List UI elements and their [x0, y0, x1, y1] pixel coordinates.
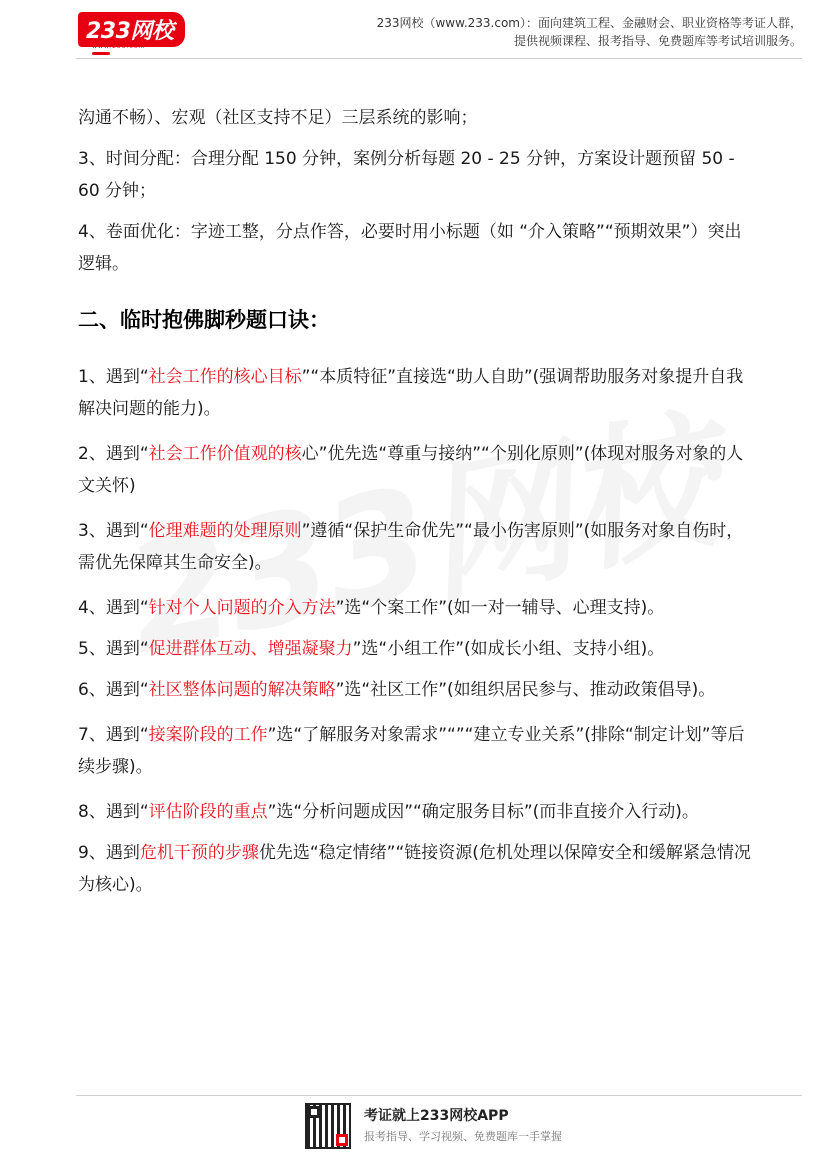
- footer-app-title: 考证就上233网校APP: [364, 1108, 509, 1124]
- tip-keyword: 社会工作价值观的核: [148, 444, 302, 464]
- qr-code-icon[interactable]: [305, 1103, 351, 1149]
- brand-logo[interactable]: [78, 12, 198, 52]
- section-title: 二、临时抱佛脚秒题口诀：: [78, 308, 330, 332]
- tip-item: 2、遇到“社会工作价值观的核心”优先选“尊重与接纳”“个别化原则”(体现对服务对象的人文关怀): [78, 444, 744, 496]
- header-divider: [76, 58, 802, 59]
- footer-app-subtitle: 报考指导、学习视频、免费题库一手掌握: [364, 1130, 562, 1143]
- tip-item: 6、遇到“社区整体问题的解决策略”选“社区工作”(如组织居民参与、推动政策倡导)。: [78, 680, 716, 700]
- paragraph-time-allocation: 3、时间分配：合理分配 150 分钟，案例分析每题 20 - 25 分钟，方案设计题预留 50 - 60 分钟；: [78, 149, 735, 201]
- tip-item: 1、遇到“社会工作的核心目标”“本质特征”直接选“助人自助”(强调帮助服务对象提升自我解决问题的能力)。: [78, 367, 744, 419]
- tip-keyword: 社会工作的核心目标: [148, 367, 302, 387]
- page-header: [0, 0, 830, 58]
- tip-keyword: 伦理难题的处理原则: [148, 521, 302, 541]
- tip-item: 8、遇到“评估阶段的重点”选“分析问题成因”“确定服务目标”(而非直接介入行动)。: [78, 802, 699, 822]
- logo-url: www.233.com: [92, 43, 146, 50]
- logo-text: 233网校: [78, 12, 185, 47]
- header-description: [322, 14, 802, 50]
- tip-keyword: 评估阶段的重点: [148, 802, 268, 822]
- tip-keyword: 促进群体互动、增强凝聚力: [148, 639, 353, 659]
- header-desc-line1: 233网校（www.233.com）：面向建筑工程、金融财会、职业资格等考证人群，: [376, 16, 802, 30]
- header-desc-line2: 提供视频课程、报考指导、免费题库等考试培训服务。: [513, 34, 802, 48]
- logo-dash-decoration: [92, 52, 110, 55]
- document-body: [78, 102, 758, 914]
- tip-item: 9、遇到危机干预的步骤优先选“稳定情绪”“链接资源(危机处理以保障安全和缓解紧急情况为核心)。: [78, 843, 751, 895]
- tip-item: 4、遇到“针对个人问题的介入方法”选“个案工作”(如一对一辅导、心理支持)。: [78, 598, 665, 618]
- paragraph-continuation: 沟通不畅）、宏观（社区支持不足）三层系统的影响；: [78, 108, 478, 128]
- footer-divider: [76, 1095, 802, 1096]
- tip-keyword: 接案阶段的工作: [148, 725, 268, 745]
- tip-item: 3、遇到“伦理难题的处理原则”遵循“保护生命优先”“最小伤害原则”(如服务对象自伤时，需优先保障其生命安全)。: [78, 521, 744, 573]
- tip-keyword: 危机干预的步骤: [139, 843, 259, 863]
- tip-item: 7、遇到“接案阶段的工作”选“了解服务对象需求”“”“建立专业关系”(排除“制定计划”等后续步骤)。: [78, 725, 745, 777]
- paragraph-layout-optimization: 4、卷面优化：字迹工整，分点作答，必要时用小标题（如 “介入策略”“预期效果”）突出逻辑。: [78, 222, 742, 274]
- tip-keyword: 社区整体问题的解决策略: [148, 680, 336, 700]
- tip-keyword: 针对个人问题的介入方法: [148, 598, 336, 618]
- page-footer: [0, 1095, 830, 1175]
- tip-item: 5、遇到“促进群体互动、增强凝聚力”选“小组工作”(如成长小组、支持小组)。: [78, 639, 665, 659]
